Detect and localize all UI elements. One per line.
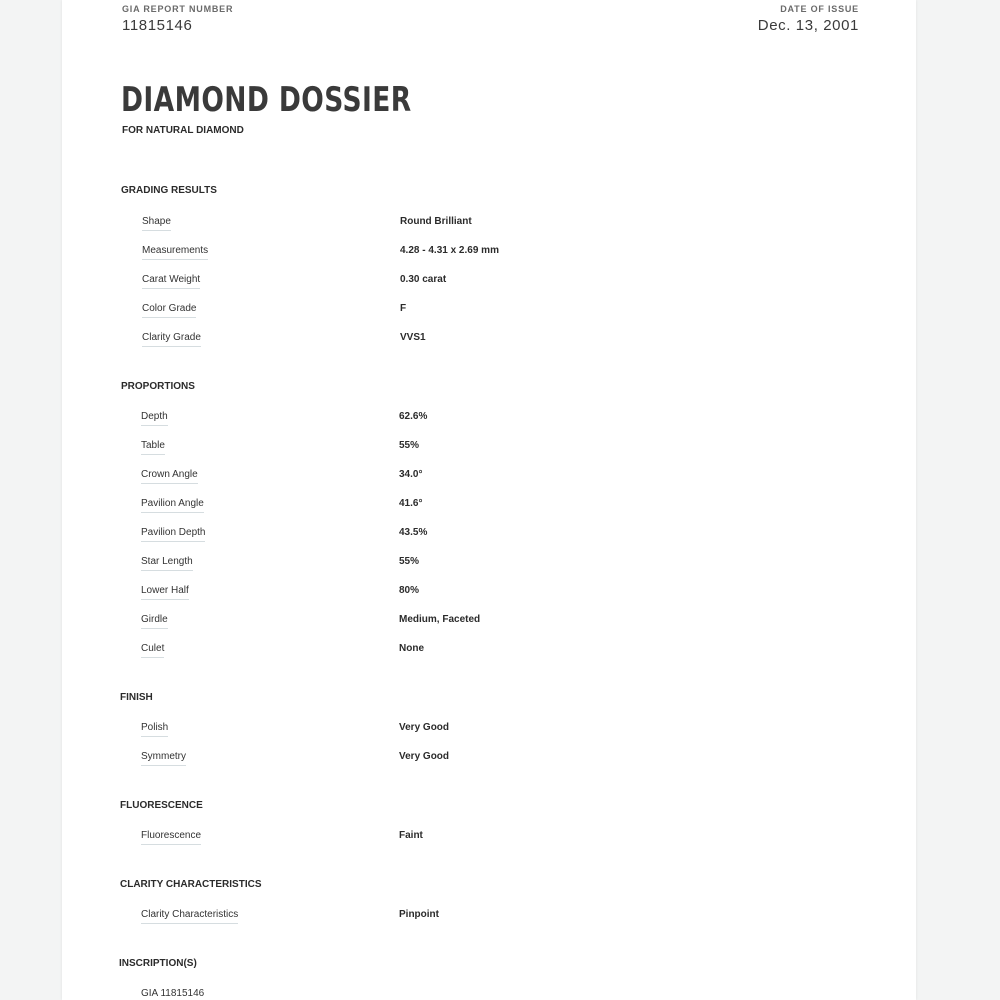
section-heading-inscriptions: INSCRIPTION(S)	[119, 958, 197, 969]
row-label-shape: Shape	[142, 216, 171, 231]
row-label-measurements: Measurements	[142, 245, 208, 260]
row-label-table: Table	[141, 440, 165, 455]
row-value-clarity-grade: VVS1	[400, 332, 426, 343]
row-value-symmetry: Very Good	[399, 751, 450, 762]
row-value-clarity-characteristics: Pinpoint	[399, 909, 439, 920]
section-heading-proportions: PROPORTIONS	[121, 381, 195, 392]
row-label-crown-angle: Crown Angle	[141, 469, 198, 484]
report-number-label: GIA REPORT NUMBER	[122, 4, 234, 14]
page-subtitle: FOR NATURAL DIAMOND	[122, 125, 244, 136]
row-label-polish: Polish	[141, 722, 168, 737]
row-value-culet: None	[399, 643, 424, 654]
section-heading-clarity-characteristics: CLARITY CHARACTERISTICS	[120, 879, 262, 890]
row-value-polish: Very Good	[399, 722, 450, 733]
row-label-culet: Culet	[141, 643, 164, 658]
section-heading-fluorescence: FLUORESCENCE	[120, 800, 203, 811]
row-label-clarity-grade: Clarity Grade	[142, 332, 201, 347]
row-value-depth: 62.6%	[399, 411, 428, 422]
section-heading-grading-results: GRADING RESULTS	[121, 185, 217, 196]
section-heading-finish: FINISH	[120, 692, 153, 703]
row-label-clarity-characteristics: Clarity Characteristics	[141, 909, 238, 924]
row-value-measurements: 4.28 - 4.31 x 2.69 mm	[400, 245, 499, 256]
date-of-issue: Dec. 13, 2001	[757, 17, 859, 34]
row-label-star-length: Star Length	[141, 556, 193, 571]
row-label-girdle: Girdle	[141, 614, 168, 629]
row-label-pavilion-angle: Pavilion Angle	[141, 498, 204, 513]
report-sheet	[62, 0, 916, 1000]
date-of-issue-label: DATE OF ISSUE	[780, 4, 859, 14]
row-label-depth: Depth	[141, 411, 168, 426]
row-value-color-grade: F	[400, 303, 407, 314]
page-title: DIAMOND DOSSIER	[121, 80, 412, 120]
row-label-carat-weight: Carat Weight	[142, 274, 200, 289]
row-value-star-length: 55%	[399, 556, 420, 567]
inscription-text: GIA 11815146	[141, 988, 205, 999]
row-label-symmetry: Symmetry	[141, 751, 186, 766]
row-label-pavilion-depth: Pavilion Depth	[141, 527, 205, 542]
row-label-lower-half: Lower Half	[141, 585, 189, 600]
row-value-shape: Round Brilliant	[400, 216, 472, 227]
row-value-table: 55%	[399, 440, 420, 451]
row-label-color-grade: Color Grade	[142, 303, 196, 318]
row-value-pavilion-angle: 41.6°	[399, 498, 423, 509]
row-label-fluorescence: Fluorescence	[141, 830, 201, 845]
row-value-pavilion-depth: 43.5%	[399, 527, 428, 538]
row-value-lower-half: 80%	[399, 585, 420, 596]
row-value-crown-angle: 34.0°	[399, 469, 423, 480]
report-number: 11815146	[122, 17, 193, 34]
row-value-carat-weight: 0.30 carat	[400, 274, 447, 285]
row-value-fluorescence: Faint	[399, 830, 423, 841]
row-value-girdle: Medium, Faceted	[399, 614, 481, 625]
